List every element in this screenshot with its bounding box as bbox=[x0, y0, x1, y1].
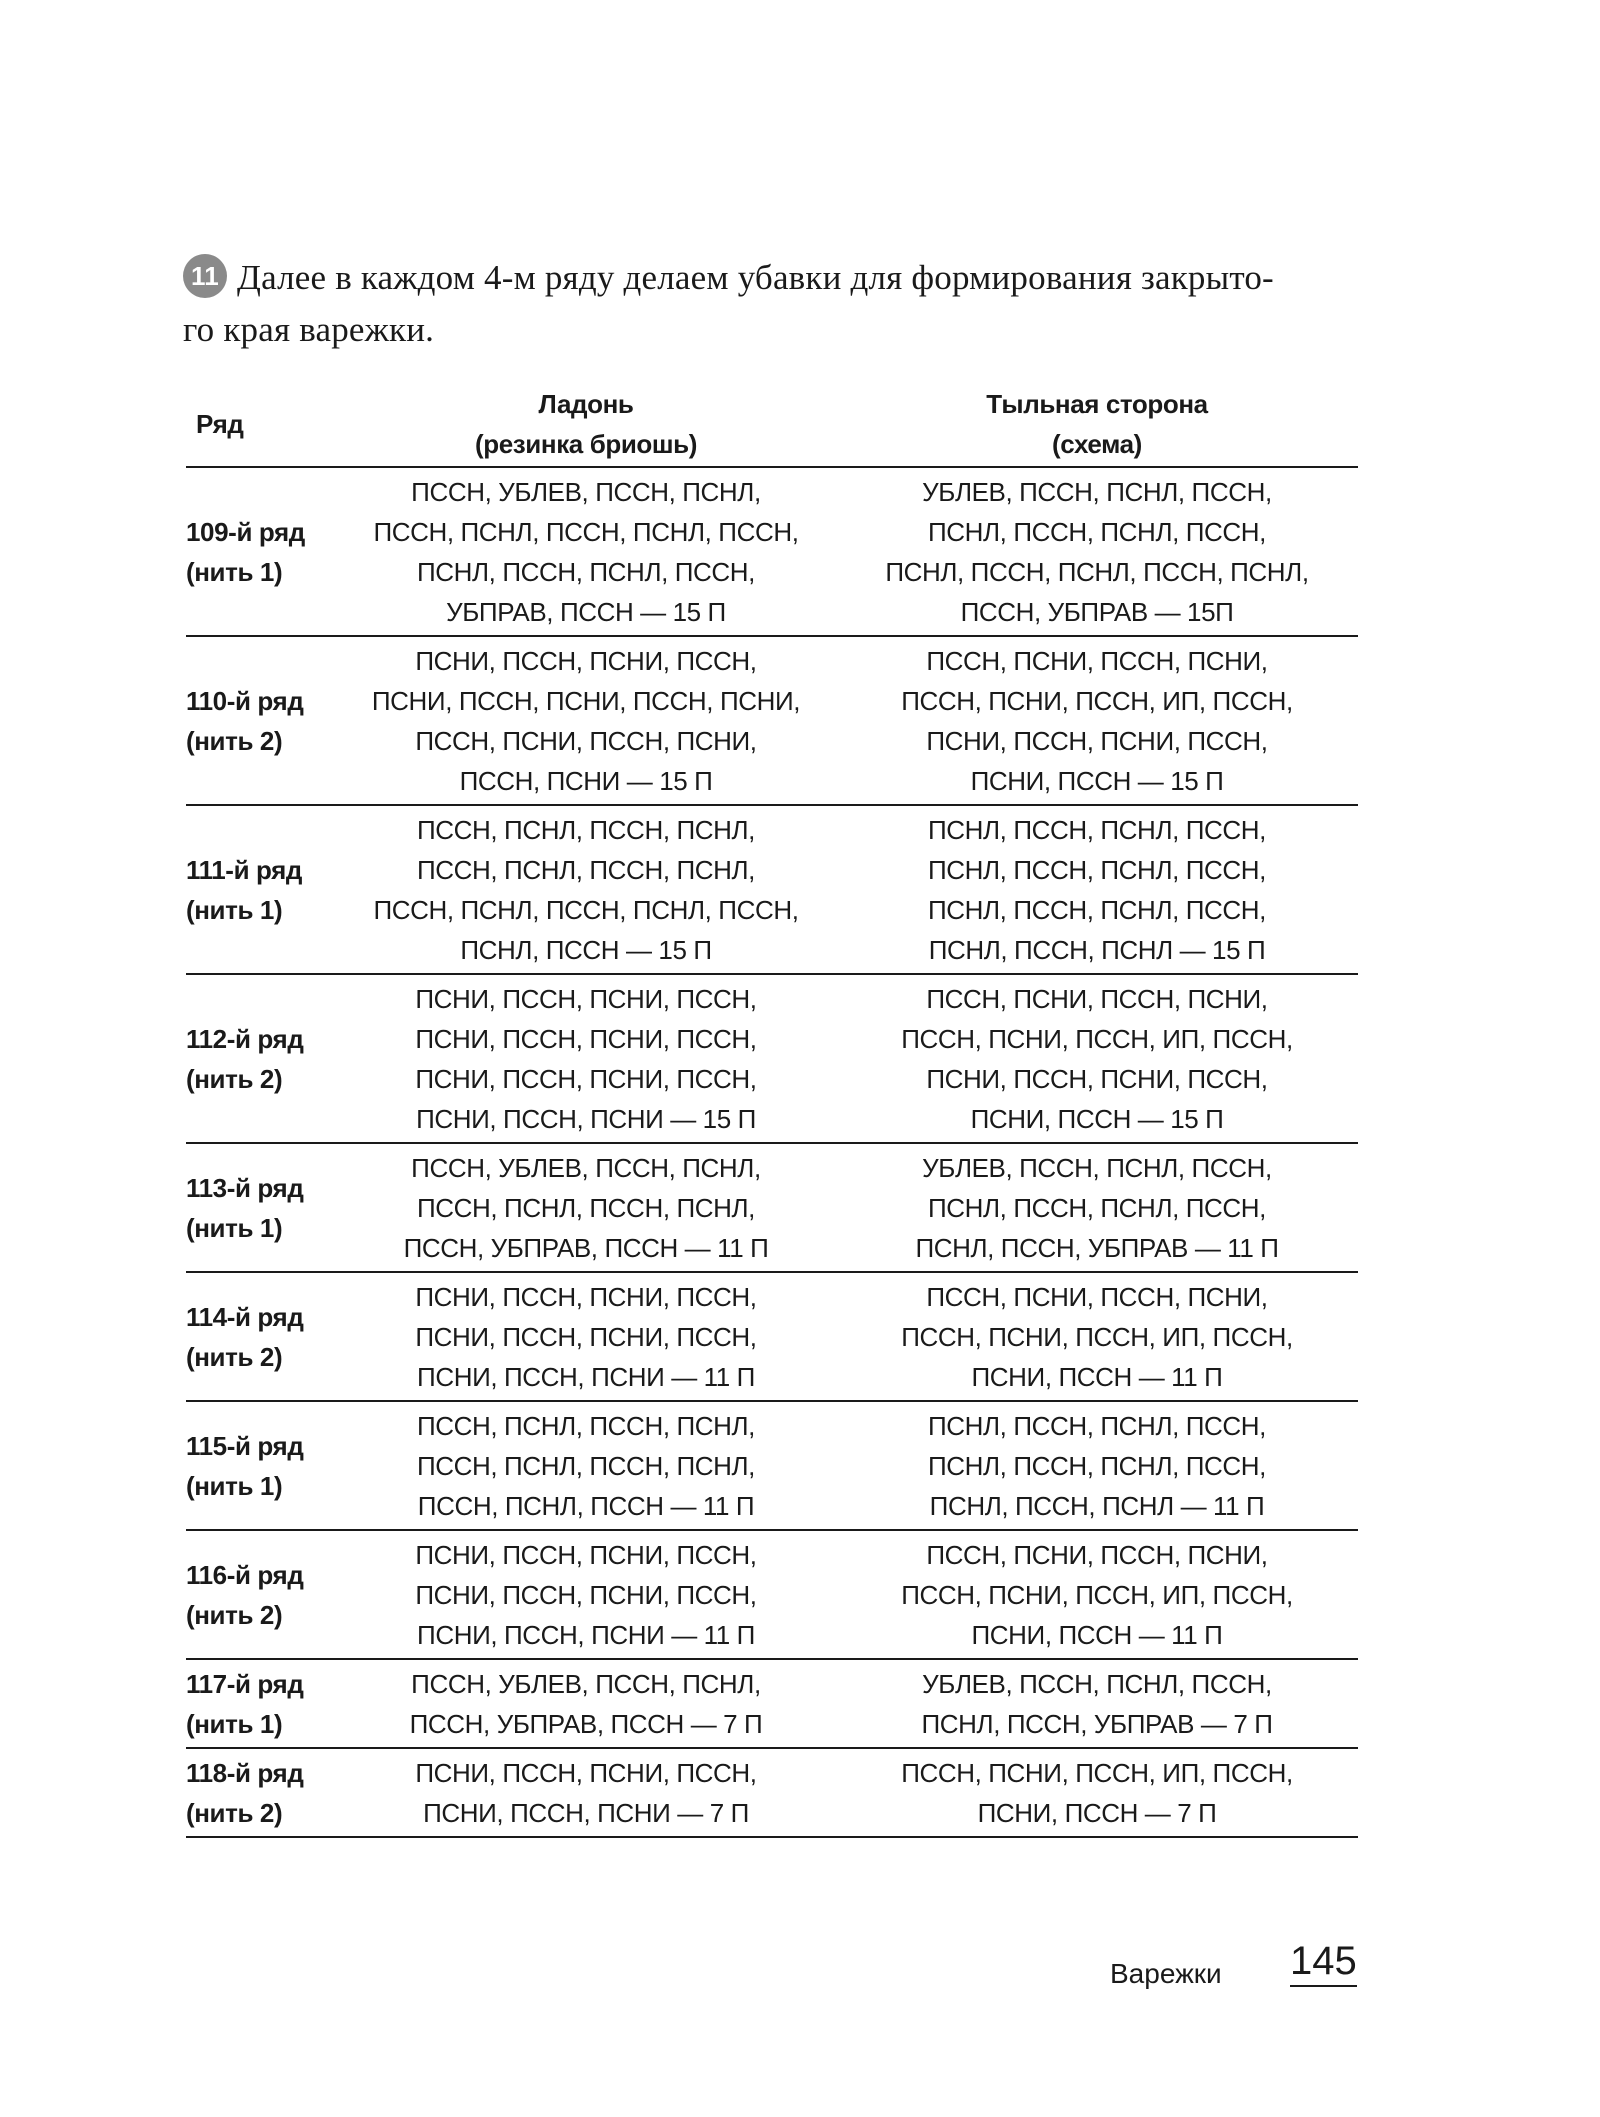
row-number-label: 112-й ряд bbox=[186, 1024, 304, 1054]
palm-instructions-cell bbox=[336, 1530, 836, 1659]
instruction-line: ПССН, ПСНИ, ПССН, ИП, ПССН, bbox=[901, 1580, 1293, 1610]
row-label-cell bbox=[186, 1272, 336, 1401]
instruction-line: ПССН, ПСНИ, ПССН, ПСНИ, bbox=[926, 1540, 1268, 1570]
row-number-label: 117-й ряд bbox=[186, 1669, 304, 1699]
palm-instructions-cell bbox=[336, 805, 836, 974]
instruction-line: ПСНИ, ПССН, ПСНИ, ПССН, bbox=[415, 1580, 757, 1610]
instruction-line: ПСНИ, ПССН, ПСНИ, ПССН, bbox=[415, 1064, 757, 1094]
instruction-line: ПССН, УБПРАВ — 15П bbox=[960, 597, 1234, 627]
table-row bbox=[186, 636, 1358, 805]
instruction-line: ПСНИ, ПССН, ПСНИ, ПССН, bbox=[926, 726, 1268, 756]
instruction-line: ПСНИ, ПССН, ПСНИ — 11 П bbox=[417, 1620, 755, 1650]
header-back-column bbox=[836, 384, 1358, 467]
instruction-line: ПСНИ, ПССН, ПСНИ — 11 П bbox=[417, 1362, 755, 1392]
thread-label: (нить 1) bbox=[186, 1213, 283, 1243]
back-instructions-cell bbox=[836, 467, 1358, 636]
header-palm-title: Ладонь bbox=[538, 389, 634, 419]
row-number-label: 116-й ряд bbox=[186, 1560, 304, 1590]
table-body bbox=[186, 467, 1358, 1837]
instruction-line: УБЛЕВ, ПССН, ПСНЛ, ПССН, bbox=[922, 1153, 1272, 1183]
instruction-line: ПСНИ, ПССН, ПСНИ, ПССН, bbox=[415, 1282, 757, 1312]
header-row-column: Ряд bbox=[196, 409, 244, 439]
instruction-line: ПССН, ПСНЛ, ПССН — 11 П bbox=[417, 1491, 755, 1521]
thread-label: (нить 2) bbox=[186, 1342, 283, 1372]
row-label-cell bbox=[186, 636, 336, 805]
instruction-line: ПСНИ, ПССН, ПСНИ, ПССН, bbox=[415, 1024, 757, 1054]
table-row bbox=[186, 1401, 1358, 1530]
thread-label: (нить 1) bbox=[186, 557, 283, 587]
instruction-line: ПССН, ПСНИ, ПССН, ИП, ПССН, bbox=[901, 686, 1293, 716]
instruction-line: ПССН, ПСНЛ, ПССН, ПСНЛ, bbox=[416, 1411, 755, 1441]
instruction-line: ПСНИ, ПССН, ПСНИ, ПССН, bbox=[415, 646, 757, 676]
table-row bbox=[186, 1748, 1358, 1837]
table-row bbox=[186, 805, 1358, 974]
back-instructions-cell bbox=[836, 1272, 1358, 1401]
thread-label: (нить 2) bbox=[186, 726, 283, 756]
header-back-subtitle: (схема) bbox=[1052, 429, 1142, 459]
instruction-line: ПССН, ПСНЛ, ПССН, ПСНЛ, bbox=[416, 1193, 755, 1223]
instruction-line: ПССН, ПСНИ, ПССН, ПСНИ, bbox=[926, 1282, 1268, 1312]
table-row bbox=[186, 1143, 1358, 1272]
intro-paragraph bbox=[183, 252, 1358, 356]
row-label-cell bbox=[186, 1530, 336, 1659]
back-instructions-cell bbox=[836, 1401, 1358, 1530]
back-instructions-cell bbox=[836, 805, 1358, 974]
intro-text-line2: го края варежки. bbox=[183, 310, 435, 349]
instruction-line: ПССН, ПСНИ, ПССН, ИП, ПССН, bbox=[901, 1758, 1293, 1788]
instruction-line: ПССН, ПСНИ, ПССН, ИП, ПССН, bbox=[901, 1024, 1293, 1054]
back-instructions-cell bbox=[836, 1748, 1358, 1837]
row-label-cell bbox=[186, 1143, 336, 1272]
rows-table bbox=[186, 384, 1358, 1838]
thread-label: (нить 2) bbox=[186, 1064, 283, 1094]
palm-instructions-cell bbox=[336, 1272, 836, 1401]
instruction-line: ПСНИ, ПССН, ПСНИ — 7 П bbox=[423, 1798, 749, 1828]
instruction-line: ПСНЛ, ПССН, ПСНЛ, ПССН, bbox=[927, 1411, 1266, 1441]
step-number-badge: 11 bbox=[183, 254, 227, 298]
palm-instructions-cell bbox=[336, 1748, 836, 1837]
instruction-line: ПССН, ПСНИ, ПССН, ПСНИ, bbox=[926, 984, 1268, 1014]
row-number-label: 113-й ряд bbox=[186, 1173, 304, 1203]
row-label-cell bbox=[186, 1401, 336, 1530]
back-instructions-cell bbox=[836, 974, 1358, 1143]
instruction-line: ПСНИ, ПССН — 11 П bbox=[971, 1362, 1223, 1392]
instruction-line: ПСНИ, ПССН — 7 П bbox=[977, 1798, 1217, 1828]
row-number-label: 118-й ряд bbox=[186, 1758, 304, 1788]
row-label-cell bbox=[186, 1748, 336, 1837]
instruction-line: ПССН, ПСНЛ, ПССН, ПСНЛ, bbox=[416, 1451, 755, 1481]
instruction-line: ПССН, УБПРАВ, ПССН — 7 П bbox=[409, 1709, 763, 1739]
table-row bbox=[186, 1272, 1358, 1401]
instruction-line: ПСНЛ, ПССН, ПСНЛ, ПССН, ПСНЛ, bbox=[885, 557, 1309, 587]
instruction-line: ПССН, ПСНИ — 15 П bbox=[459, 766, 713, 796]
footer-section-title: Варежки bbox=[1110, 1958, 1222, 1989]
instruction-line: ПСНИ, ПССН, ПСНИ, ПССН, bbox=[415, 1322, 757, 1352]
intro-text-line1: Далее в каждом 4-м ряду делаем убавки для формирования закрыто- bbox=[237, 258, 1274, 297]
table-row bbox=[186, 467, 1358, 636]
palm-instructions-cell bbox=[336, 636, 836, 805]
thread-label: (нить 2) bbox=[186, 1600, 283, 1630]
row-number-label: 114-й ряд bbox=[186, 1302, 304, 1332]
back-instructions-cell bbox=[836, 1530, 1358, 1659]
instruction-line: ПСНИ, ПССН — 11 П bbox=[971, 1620, 1223, 1650]
instruction-line: ПССН, УБЛЕВ, ПССН, ПСНЛ, bbox=[411, 1669, 761, 1699]
instruction-line: ПСНИ, ПССН — 15 П bbox=[970, 766, 1224, 796]
instruction-line: ПСНИ, ПССН, ПСНИ, ПССН, ПСНИ, bbox=[371, 686, 801, 716]
instruction-line: ПСНИ, ПССН, ПСНИ, ПССН, bbox=[415, 1758, 757, 1788]
palm-instructions-cell bbox=[336, 1401, 836, 1530]
row-number-label: 115-й ряд bbox=[186, 1431, 304, 1461]
instruction-line: ПССН, УБПРАВ, ПССН — 11 П bbox=[403, 1233, 769, 1263]
instruction-line: ПССН, ПСНЛ, ПССН, ПСНЛ, bbox=[416, 855, 755, 885]
header-palm-column bbox=[336, 384, 836, 467]
back-instructions-cell bbox=[836, 1659, 1358, 1748]
instruction-line: УБЛЕВ, ПССН, ПСНЛ, ПССН, bbox=[922, 1669, 1272, 1699]
instruction-line: ПССН, УБЛЕВ, ПССН, ПСНЛ, bbox=[411, 1153, 761, 1183]
instruction-line: ПСНЛ, ПССН, ПСНЛ — 15 П bbox=[928, 935, 1266, 965]
row-label-cell bbox=[186, 1659, 336, 1748]
row-number-label: 111-й ряд bbox=[186, 855, 302, 885]
instruction-line: ПСНЛ, ПССН, ПСНЛ, ПССН, bbox=[927, 855, 1266, 885]
instruction-line: ПССН, УБЛЕВ, ПССН, ПСНЛ, bbox=[411, 477, 761, 507]
instruction-line: ПСНЛ, ПССН, ПСНЛ, ПССН, bbox=[927, 895, 1266, 925]
table-row bbox=[186, 1659, 1358, 1748]
thread-label: (нить 1) bbox=[186, 1471, 283, 1501]
instruction-line: ПСНЛ, ПССН, ПСНЛ, ПССН, bbox=[927, 1451, 1266, 1481]
instruction-line: ПСНИ, ПССН, ПСНИ, ПССН, bbox=[415, 984, 757, 1014]
row-label-cell bbox=[186, 805, 336, 974]
instruction-line: ПССН, ПСНЛ, ПССН, ПСНЛ, bbox=[416, 815, 755, 845]
instruction-line: ПСНЛ, ПССН, ПСНЛ, ПССН, bbox=[416, 557, 755, 587]
table-row bbox=[186, 1530, 1358, 1659]
instruction-line: ПССН, ПСНЛ, ПССН, ПСНЛ, ПССН, bbox=[373, 517, 799, 547]
instruction-line: УБЛЕВ, ПССН, ПСНЛ, ПССН, bbox=[922, 477, 1272, 507]
instruction-line: ПСНИ, ПССН, ПСНИ — 15 П bbox=[416, 1104, 756, 1134]
palm-instructions-cell bbox=[336, 974, 836, 1143]
instruction-line: ПСНЛ, ПССН, ПСНЛ, ПССН, bbox=[927, 517, 1266, 547]
table-row bbox=[186, 974, 1358, 1143]
header-palm-subtitle: (резинка бриошь) bbox=[474, 429, 698, 459]
instruction-line: ПССН, ПСНИ, ПССН, ПСНИ, bbox=[926, 646, 1268, 676]
instruction-line: ПССН, ПСНИ, ПССН, ИП, ПССН, bbox=[901, 1322, 1293, 1352]
palm-instructions-cell bbox=[336, 1143, 836, 1272]
instruction-line: УБПРАВ, ПССН — 15 П bbox=[446, 597, 726, 627]
instruction-line: ПСНЛ, ПССН, ПСНЛ — 11 П bbox=[929, 1491, 1265, 1521]
back-instructions-cell bbox=[836, 636, 1358, 805]
instruction-line: ПСНИ, ПССН — 15 П bbox=[970, 1104, 1224, 1134]
header-back-title: Тыльная сторона bbox=[986, 389, 1208, 419]
instruction-line: ПСНЛ, ПССН, УБПРАВ — 7 П bbox=[921, 1709, 1273, 1739]
back-instructions-cell bbox=[836, 1143, 1358, 1272]
instruction-line: ПСНЛ, ПССН, ПСНЛ, ПССН, bbox=[927, 815, 1266, 845]
row-label-cell bbox=[186, 467, 336, 636]
palm-instructions-cell bbox=[336, 467, 836, 636]
row-label-cell bbox=[186, 974, 336, 1143]
thread-label: (нить 2) bbox=[186, 1798, 283, 1828]
instruction-line: ПСНЛ, ПССН, УБПРАВ — 11 П bbox=[915, 1233, 1279, 1263]
row-number-label: 110-й ряд bbox=[186, 686, 304, 716]
instruction-line: ПСНИ, ПССН, ПСНИ, ПССН, bbox=[415, 1540, 757, 1570]
table-header-row bbox=[186, 384, 1358, 467]
instruction-line: ПСНЛ, ПССН, ПСНЛ, ПССН, bbox=[927, 1193, 1266, 1223]
thread-label: (нить 1) bbox=[186, 1709, 283, 1739]
instruction-line: ПССН, ПСНИ, ПССН, ПСНИ, bbox=[415, 726, 757, 756]
instruction-line: ПСНЛ, ПССН — 15 П bbox=[460, 935, 712, 965]
palm-instructions-cell bbox=[336, 1659, 836, 1748]
thread-label: (нить 1) bbox=[186, 895, 283, 925]
instruction-line: ПСНИ, ПССН, ПСНИ, ПССН, bbox=[926, 1064, 1268, 1094]
page-number: 145 bbox=[1290, 1937, 1357, 1987]
row-number-label: 109-й ряд bbox=[186, 517, 305, 547]
instruction-line: ПССН, ПСНЛ, ПССН, ПСНЛ, ПССН, bbox=[373, 895, 799, 925]
